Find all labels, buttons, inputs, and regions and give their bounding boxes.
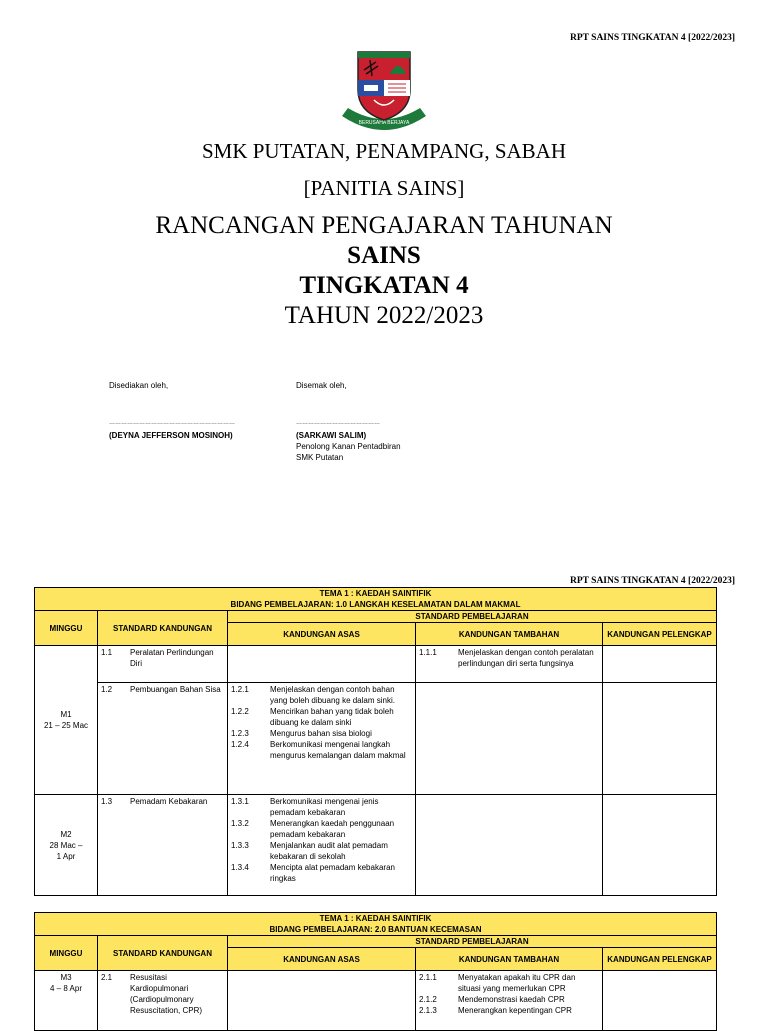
- col-basic: KANDUNGAN ASAS: [228, 948, 416, 971]
- std-number: 1.1: [101, 648, 113, 657]
- week-dates: 28 Mac –: [49, 840, 83, 850]
- prepared-by-label: Disediakan oleh,: [109, 381, 169, 390]
- week-dates: 1 Apr: [56, 851, 76, 861]
- week-cell: [35, 795, 98, 896]
- item-number: 1.1.1: [419, 648, 437, 657]
- content-standard-cell: [98, 795, 228, 896]
- item-text: Mendemonstrasi kaedah CPR: [458, 995, 565, 1004]
- basic-cell: [228, 683, 416, 795]
- tema-heading: TEMA 1 : KAEDAH SAINTIFIK: [35, 588, 717, 600]
- item-number: 1.2.4: [231, 740, 249, 749]
- item-number: 1.3.4: [231, 863, 249, 872]
- week-cell: [35, 646, 98, 795]
- col-week: MINGGU: [35, 936, 98, 971]
- prepared-by-name: (DEYNA JEFFERSON MOSINOH): [109, 431, 233, 440]
- rpt-table-1: [34, 587, 717, 896]
- col-extra: KANDUNGAN TAMBAHAN: [416, 948, 603, 971]
- col-basic: KANDUNGAN ASAS: [228, 623, 416, 646]
- item-text: Mengurus bahan sisa biologi: [270, 729, 372, 738]
- std-number: 1.2: [101, 685, 113, 694]
- week-cell: [35, 971, 98, 1031]
- week-dates: 4 – 8 Apr: [49, 984, 83, 993]
- item-text: Menjalankan audit alat pemadam kebakaran di sekolah: [270, 841, 388, 861]
- content-standard-cell: [98, 683, 228, 795]
- item-text: Menyatakan apakah itu CPR dan situasi yang memerlukan CPR: [458, 973, 576, 993]
- form-title: TINGKATAN 4: [299, 272, 469, 299]
- item-text: Menjelaskan dengan contoh bahan yang boleh dibuang ke dalam sinki.: [270, 685, 395, 705]
- checked-by-dots: ……………………………………: [296, 420, 380, 426]
- item-number: 2.1.1: [419, 973, 437, 982]
- item-text: Berkomunikasi mengenai langkah mengurus kemalangan dalam makmal: [270, 740, 406, 760]
- item-text: Menerangkan kaedah penggunaan pemadam kebakaran: [270, 819, 395, 839]
- basic-cell: [228, 971, 416, 1031]
- std-text: Peralatan Perlindungan Diri: [130, 648, 214, 668]
- week-label: M3: [60, 973, 72, 982]
- extra-cell: [416, 795, 603, 896]
- checked-by-org: SMK Putatan: [296, 453, 344, 462]
- item-text: Mencirikan bahan yang tidak boleh dibuang ke dalam sinki: [270, 707, 394, 727]
- item-number: 1.3.1: [231, 797, 249, 806]
- extra-cell: [416, 683, 603, 795]
- item-number: 2.1.3: [419, 1006, 437, 1015]
- item-text: Mencipta alat pemadam kebakaran ringkas: [270, 863, 395, 883]
- item-number: 1.2.3: [231, 729, 249, 738]
- item-number: 1.2.2: [231, 707, 249, 716]
- week-dates: 21 – 25 Mac: [43, 721, 89, 730]
- item-text: Menerangkan kepentingan CPR: [458, 1006, 572, 1015]
- std-number: 1.3: [101, 797, 113, 806]
- page-header-title: RPT SAINS TINGKATAN 4 [2022/2023]: [569, 33, 735, 43]
- supplement-cell: [603, 795, 717, 896]
- col-supplement: KANDUNGAN PELENGKAP: [603, 948, 717, 971]
- checked-by-position: Penolong Kanan Pentadbiran: [296, 442, 401, 451]
- col-content-standard: STANDARD KANDUNGAN: [98, 611, 228, 646]
- supplement-cell: [603, 683, 717, 795]
- bidang-heading: BIDANG PEMBELAJARAN: 1.0 LANGKAH KESELAMATAN DALAM MAKMAL: [35, 599, 717, 611]
- item-text: Menjelaskan dengan contoh peralatan perlindungan diri serta fungsinya: [458, 648, 594, 668]
- supplement-cell: [603, 646, 717, 683]
- week-label: M1: [60, 710, 72, 719]
- std-text: Resusitasi Kardiopulmonari (Cardiopulmonary Resuscitation, CPR): [130, 973, 203, 1015]
- school-crest-logo: [336, 44, 432, 134]
- col-learning-standard: STANDARD PEMBELAJARAN: [228, 936, 717, 948]
- prepared-by-dots: ………………………………………………………: [109, 420, 235, 426]
- week-label: M2: [60, 829, 72, 839]
- item-number: 2.1.2: [419, 995, 437, 1004]
- rpt-table-2: [34, 912, 717, 1031]
- col-extra: KANDUNGAN TAMBAHAN: [416, 623, 603, 646]
- tema-heading: TEMA 1 : KAEDAH SAINTIFIK: [35, 913, 717, 925]
- content-standard-cell: [98, 971, 228, 1031]
- std-text: Pemadam Kebakaran: [130, 797, 208, 806]
- basic-cell: [228, 795, 416, 896]
- item-number: 1.2.1: [231, 685, 249, 694]
- col-week: MINGGU: [35, 611, 98, 646]
- item-text: Berkomunikasi mengenai jenis pemadam kebakaran: [270, 797, 379, 817]
- table-row: [35, 646, 717, 683]
- checked-by-label: Disemak oleh,: [296, 381, 347, 390]
- item-number: 1.3.2: [231, 819, 249, 828]
- item-number: 1.3.3: [231, 841, 249, 850]
- extra-cell: [416, 971, 603, 1031]
- col-learning-standard: STANDARD PEMBELAJARAN: [228, 611, 717, 623]
- bidang-heading: BIDANG PEMBELAJARAN: 2.0 BANTUAN KECEMASAN: [35, 924, 717, 936]
- plan-title: RANCANGAN PENGAJARAN TAHUNAN: [155, 212, 613, 239]
- extra-cell: [416, 646, 603, 683]
- subject-title: SAINS: [347, 242, 421, 269]
- table-row: [35, 795, 717, 896]
- supplement-cell: [603, 971, 717, 1031]
- page-header-title-2: RPT SAINS TINGKATAN 4 [2022/2023]: [569, 576, 735, 586]
- std-text: Pembuangan Bahan Sisa: [130, 685, 221, 694]
- school-name: SMK PUTATAN, PENAMPANG, SABAH: [201, 139, 566, 163]
- checked-by-name: (SARKAWI SALIM): [296, 431, 367, 440]
- content-standard-cell: [98, 646, 228, 683]
- crest-motto: BERUSAHA BERJAYA: [358, 120, 410, 126]
- col-content-standard: STANDARD KANDUNGAN: [98, 936, 228, 971]
- basic-cell: [228, 646, 416, 683]
- panel-name: [PANITIA SAINS]: [303, 176, 465, 200]
- year-title: TAHUN 2022/2023: [284, 302, 484, 329]
- std-number: 2.1: [101, 973, 113, 982]
- col-supplement: KANDUNGAN PELENGKAP: [603, 623, 717, 646]
- table-row: [35, 683, 717, 795]
- table-row: [35, 971, 717, 1031]
